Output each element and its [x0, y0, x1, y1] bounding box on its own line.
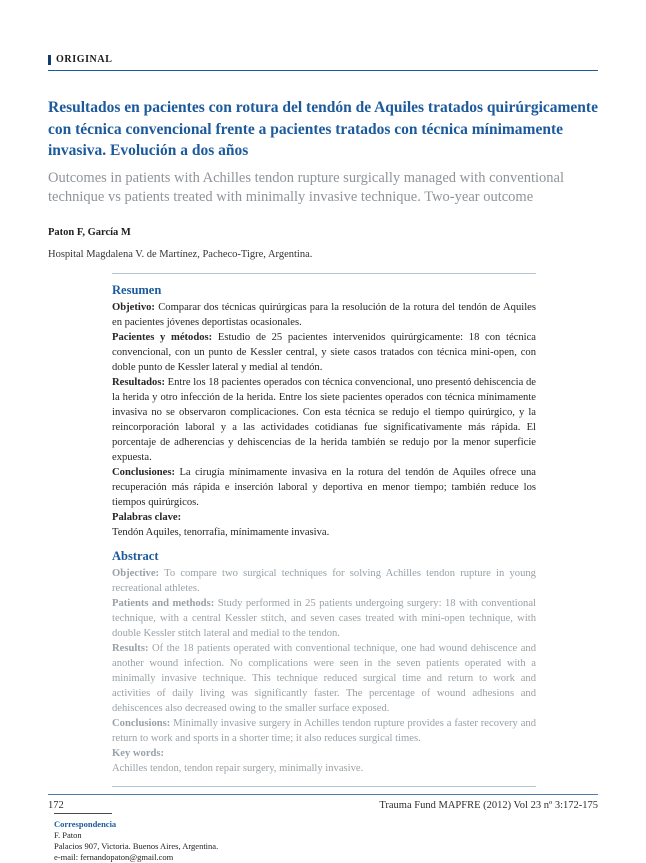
abstract-section [112, 549, 536, 776]
resumen-paragraph-resultados [112, 375, 536, 465]
affiliation-line: Hospital Magdalena V. de Martínez, Pacheco-Tigre, Argentina. [48, 248, 313, 260]
resumen-paragraph-pacientes [112, 330, 536, 375]
abstract-paragraph-patients [112, 596, 536, 641]
paragraph-text: Entre los 18 pacientes operados con técnica convencional, uno presentó dehiscencia de la herida y otro infección de la herida. Entre los siete pacientes operados con técnica mínimamente invasiva no se observaron complicaciones. Con esta técnica se redujo el tiempo quirúrgico, y la reincorporación laboral y a las actividades cotidianas fue significativamente más rápida. El porcentaje de adherencias y dehiscencias de la herida también se redujo por la menor superficie expuesta. [112, 376, 536, 463]
section-header [48, 54, 598, 71]
correspondence-block [54, 813, 598, 863]
paragraph-label: Patients and methods: [112, 597, 215, 609]
authors-line: Paton F, García M [48, 226, 131, 238]
correspondence-address: Palacios 907, Victoria. Buenos Aires, Argentina. [54, 840, 219, 851]
correspondence-email: e-mail: fernandopaton@gmail.com [54, 851, 174, 862]
abstract-block [112, 273, 536, 787]
paragraph-text: Estudio de 25 pacientes intervenidos quirúrgicamente: 18 con técnica convencional, con un punto de Kessler central, y siete casos tratados con técnica mini-open, con doble punto de Kessler lateral y medial al tendón. [112, 331, 536, 373]
paragraph-label: Objective: [112, 567, 160, 579]
paragraph-text: Comparar dos técnicas quirúrgicas para la resolución de la rotura del tendón de Aquiles en pacientes jóvenes deportistas ocasionales. [112, 301, 536, 328]
page-footer [48, 794, 598, 811]
resumen-section [112, 283, 536, 540]
correspondence-rule [54, 813, 112, 814]
paragraph-label: Pacientes y métodos: [112, 331, 213, 343]
paragraph-label: Results: [112, 642, 149, 654]
abstract-paragraph-conclusions [112, 716, 536, 746]
key-words-label: Key words: [112, 747, 165, 759]
paragraph-label: Resultados: [112, 376, 165, 388]
abstract-top-rule [112, 273, 536, 274]
abstract-heading: Abstract [112, 548, 159, 563]
section-marker-icon [48, 55, 51, 65]
article-title-spanish: Resultados en pacientes con rotura del tendón de Aquiles tratados quirúrgicamente con técnica convencional frente a pacientes tratados con técnica mínimamente invasiva. Evolución a dos años [48, 99, 598, 159]
journal-reference: Trauma Fund MAPFRE (2012) Vol 23 nº 3:172-175 [379, 800, 598, 811]
abstract-paragraph-results [112, 641, 536, 716]
correspondence-name: F. Paton [54, 829, 82, 840]
paragraph-text: To compare two surgical techniques for solving Achilles tendon rupture in young recreational athletes. [112, 567, 536, 594]
abstract-bottom-rule [112, 786, 536, 787]
paragraph-text: Study performed in 25 patients undergoing surgery: 18 with conventional technique, with a central Kessler stitch, and seven cases treated with mini-open technique, with double Kessler stitch lateral and medial to the tendon. [112, 597, 536, 639]
paragraph-label: Conclusiones: [112, 466, 175, 478]
resumen-paragraph-objetivo [112, 300, 536, 330]
palabras-clave-label: Palabras clave: [112, 511, 182, 523]
abstract-paragraph-objective [112, 566, 536, 596]
page-number: 172 [48, 800, 64, 811]
resumen-heading: Resumen [112, 282, 162, 297]
article-title-english: Outcomes in patients with Achilles tendon rupture surgically managed with conventional technique vs patients treated with minimally invasive technique. Two-year outcome [48, 169, 564, 205]
paragraph-text: Minimally invasive surgery in Achilles tendon rupture provides a faster recovery and return to work and sports in a shorter time; it also reduces surgical times. [112, 717, 536, 744]
resumen-paragraph-conclusiones [112, 465, 536, 510]
paragraph-text: La cirugía mínimamente invasiva en la rotura del tendón de Aquiles ofrece una recuperación más rápida e inserción laboral y deportiva en menor tiempo; también reduce los tiempos quirúrgicos. [112, 466, 536, 508]
correspondence-heading: Correspondencia [54, 818, 117, 829]
paragraph-label: Objetivo: [112, 301, 155, 313]
section-label: ORIGINAL [56, 54, 113, 65]
paragraph-text: Of the 18 patients operated with conventional technique, one had wound dehiscence and another wound infection. No complications were seen in the seven patients operated with a minimally invasive technique. This technique reduced surgical time and return to work and activities of daily living was significantly faster. The percentage of wound adhesions and dehiscences also decreased owing to the smaller surface exposed. [112, 642, 536, 714]
palabras-clave-text: Tendón Aquiles, tenorrafia, mínimamente invasiva. [112, 526, 330, 538]
paragraph-label: Conclusions: [112, 717, 171, 729]
key-words-text: Achilles tendon, tendon repair surgery, minimally invasive. [112, 762, 364, 774]
